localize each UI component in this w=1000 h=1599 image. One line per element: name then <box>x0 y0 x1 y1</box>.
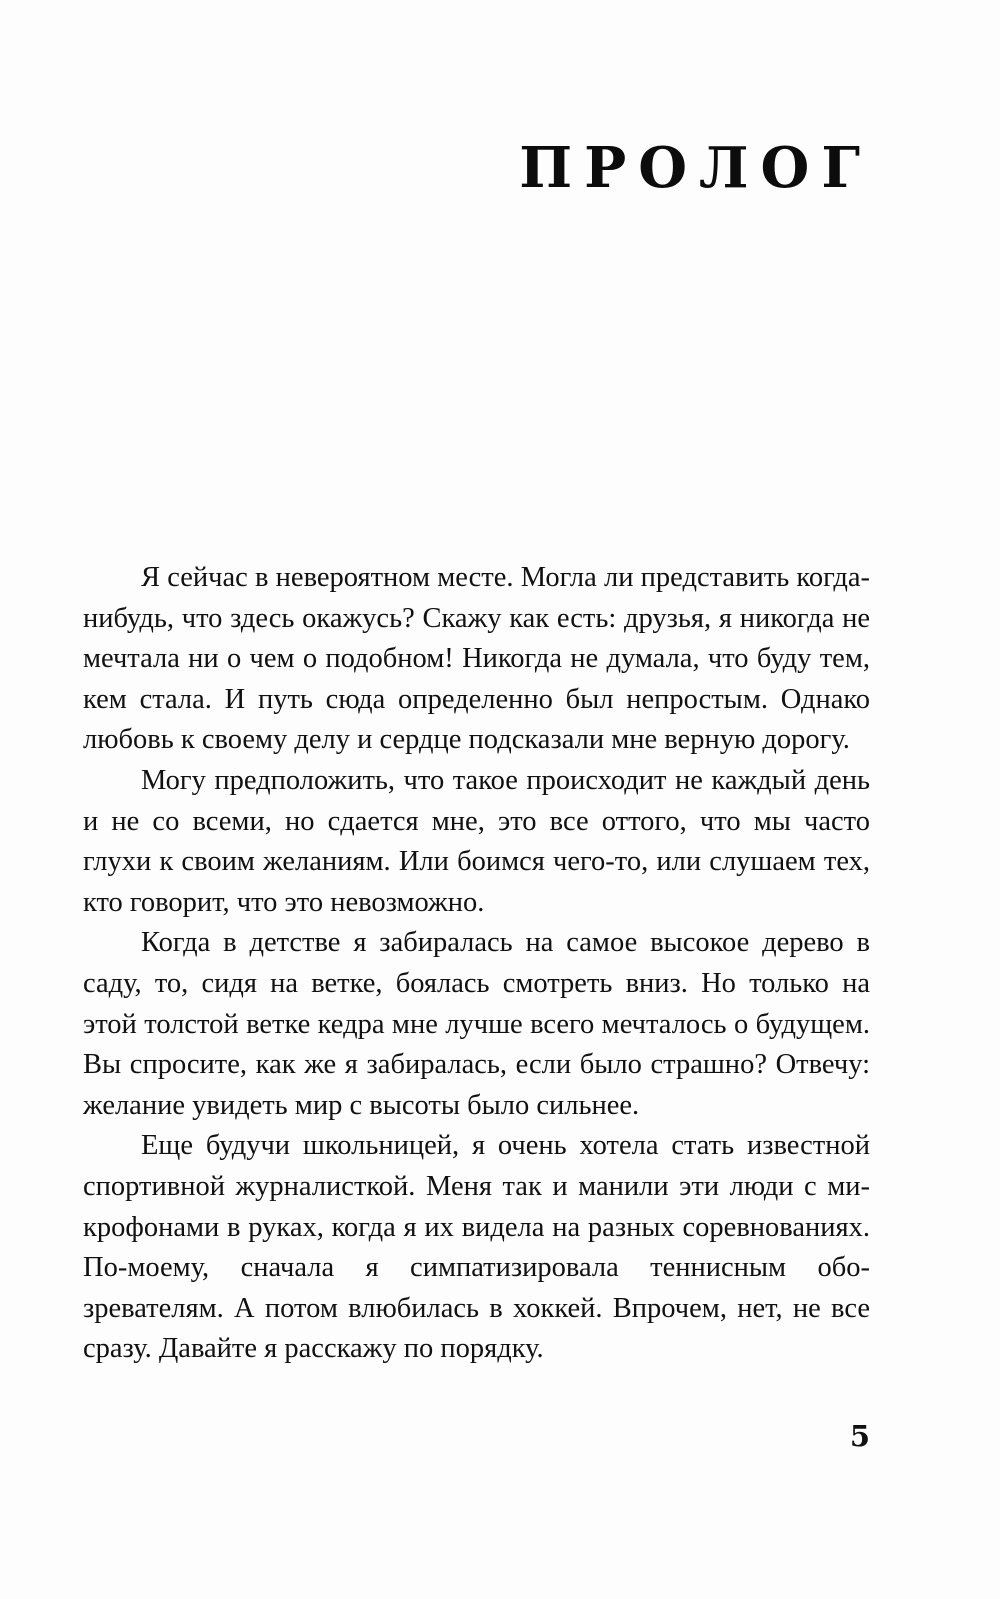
paragraph-4: Еще будучи школьницей, я очень хотела стать известной спортивной журналисткой. Меня так и манили эти люди с микрофонами в руках, когда я их видела на разных соревнованиях. По-моему, сначала я симпатизировала теннисным обозревателям. А потом влюбилась в хоккей. Впрочем, нет, не все сразу. Давайте я расскажу по порядку. <box>83 1130 870 1365</box>
chapter-body <box>83 558 870 1370</box>
paragraph-2: Могу предположить, что такое происходит не каждый день и не со всеми, но сдается мне, это все оттого, что мы часто глухи к своим желаниям. Или боимся чего-то, или слушаем тех, кто говорит, что это невозможно. <box>83 764 870 918</box>
page-number: 5 <box>849 1419 870 1453</box>
paragraph-3: Когда в детстве я забиралась на самое высокое дерево в саду, то, сидя на ветке, боялась смотреть вниз. Но только на этой толстой ветке кедра мне лучше всего мечталось о будущем. Вы спросите, как же я забиралась, если было страшно? Отвечу: желание увидеть мир с высоты было сильнее. <box>83 927 870 1121</box>
chapter-title: ПРОЛОГ <box>519 135 872 201</box>
paragraph-1: Я сейчас в невероятном месте. Могла ли представить когда-нибудь, что здесь окажусь? Скажу как есть: друзья, я никогда не мечтала ни о чем о подобном! Никогда не думала, что буду тем, кем стала. И путь сюда определенно был непростым. Однако любовь к своему делу и сердце подсказали мне верную дорогу. <box>83 562 870 756</box>
